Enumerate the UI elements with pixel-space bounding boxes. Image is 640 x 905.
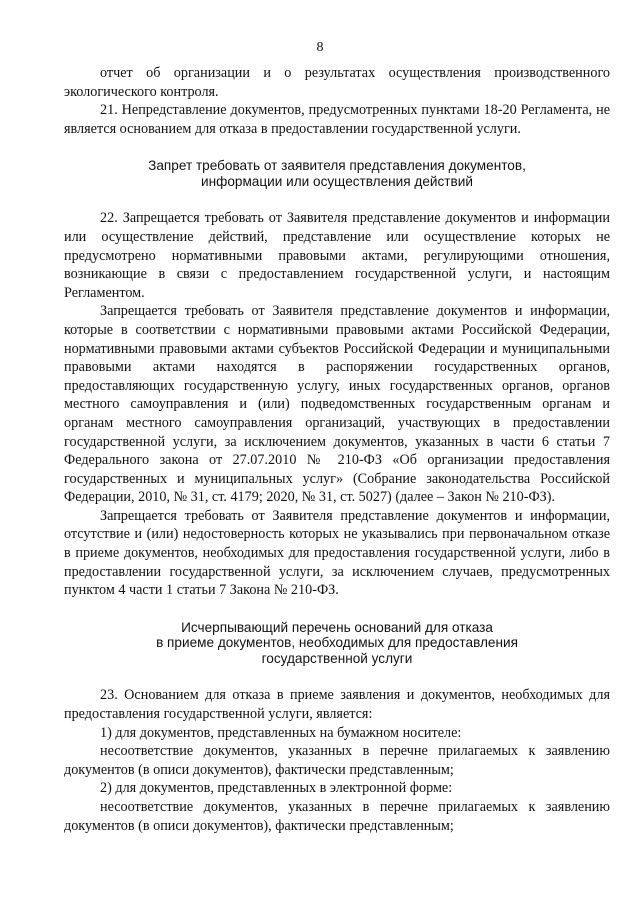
heading-line: государственной услуги — [261, 650, 413, 666]
paragraph-23: 23. Основанием для отказа в приеме заявления и документов, необходимых для предоставления государственной услуги, является: — [64, 687, 610, 722]
paragraph-pek-report: отчет об организации и о результатах осуществления производственного экологического контроля. — [64, 65, 610, 100]
heading-line: информации или осуществления действий — [201, 173, 473, 189]
list-item-electronic-detail: несоответствие документов, указанных в перечне прилагаемых к заявлению документов (в описи документов), фактически представленным; — [64, 798, 610, 834]
heading-line: Исчерпывающий перечень оснований для отказа — [181, 619, 493, 635]
paragraph-21: 21. Непредставление документов, предусмотренных пунктами 18-20 Регламента, не является основанием для отказа в предоставлении государственной услуги. — [64, 102, 610, 137]
section-heading-prohibition — [64, 158, 610, 189]
list-item-electronic: 2) для документов, представленных в электронной форме: — [100, 780, 453, 797]
heading-line: Запрет требовать от заявителя представления документов, — [148, 158, 526, 174]
list-item-paper: 1) для документов, представленных на бумажном носителе: — [100, 724, 462, 741]
paragraph-22: 22. Запрещается требовать от Заявителя представление документов и информации или осуществление действий, представление или осуществление которых не предусмотрено нормативными правовыми актами, регулирующими отношения, возникающие в связи с предоставлением государственной услуги, и настоящим Регламентом. — [64, 210, 610, 301]
paragraph-22-prohibition-3: Запрещается требовать от Заявителя представление документов и информации, отсутствие и (или) недостоверность которых не указывались при первоначальном отказе в приеме документов, необходимых для предоставления государственной услуги, либо в предоставлении государственной услуги, за исключением случаев, предусмотренных пунктом 4 части 1 статьи 7 Закона № 210-ФЗ. — [64, 507, 610, 599]
paragraph-22-prohibition-2: Запрещается требовать от Заявителя представление документов и информации, которые в соответствии с нормативными правовыми актами Российской Федерации, нормативными правовыми актами субъектов Российской Федерации и муниципальными правовыми актами находятся в распоряжении государственных органов, предоставляющих государственную услугу, иных государственных органов, органов местного самоуправления и (или) подведомственных государственным органам и органам местного самоуправления организаций, участвующих в предоставлении государственной услуги, за исключением документов, указанных в части 6 статьи 7 Федерального закона от 27.07.2010 № 210-ФЗ «Об организации предоставления государственных и муниципальных услуг» (Собрание законодательства Российской Федерации, 2010, № 31, ст. 4179; 2020, № 31, ст. 5027) (далее – Закон № 210-ФЗ). — [64, 303, 610, 506]
list-item-paper-detail: несоответствие документов, указанных в перечне прилагаемых к заявлению документов (в описи документов), фактически представленным; — [64, 743, 610, 778]
document-body — [64, 64, 610, 835]
page-number: 8 — [316, 40, 324, 55]
heading-line: в приеме документов, необходимых для предоставления — [156, 635, 518, 651]
section-heading-refusal-grounds — [64, 620, 610, 667]
